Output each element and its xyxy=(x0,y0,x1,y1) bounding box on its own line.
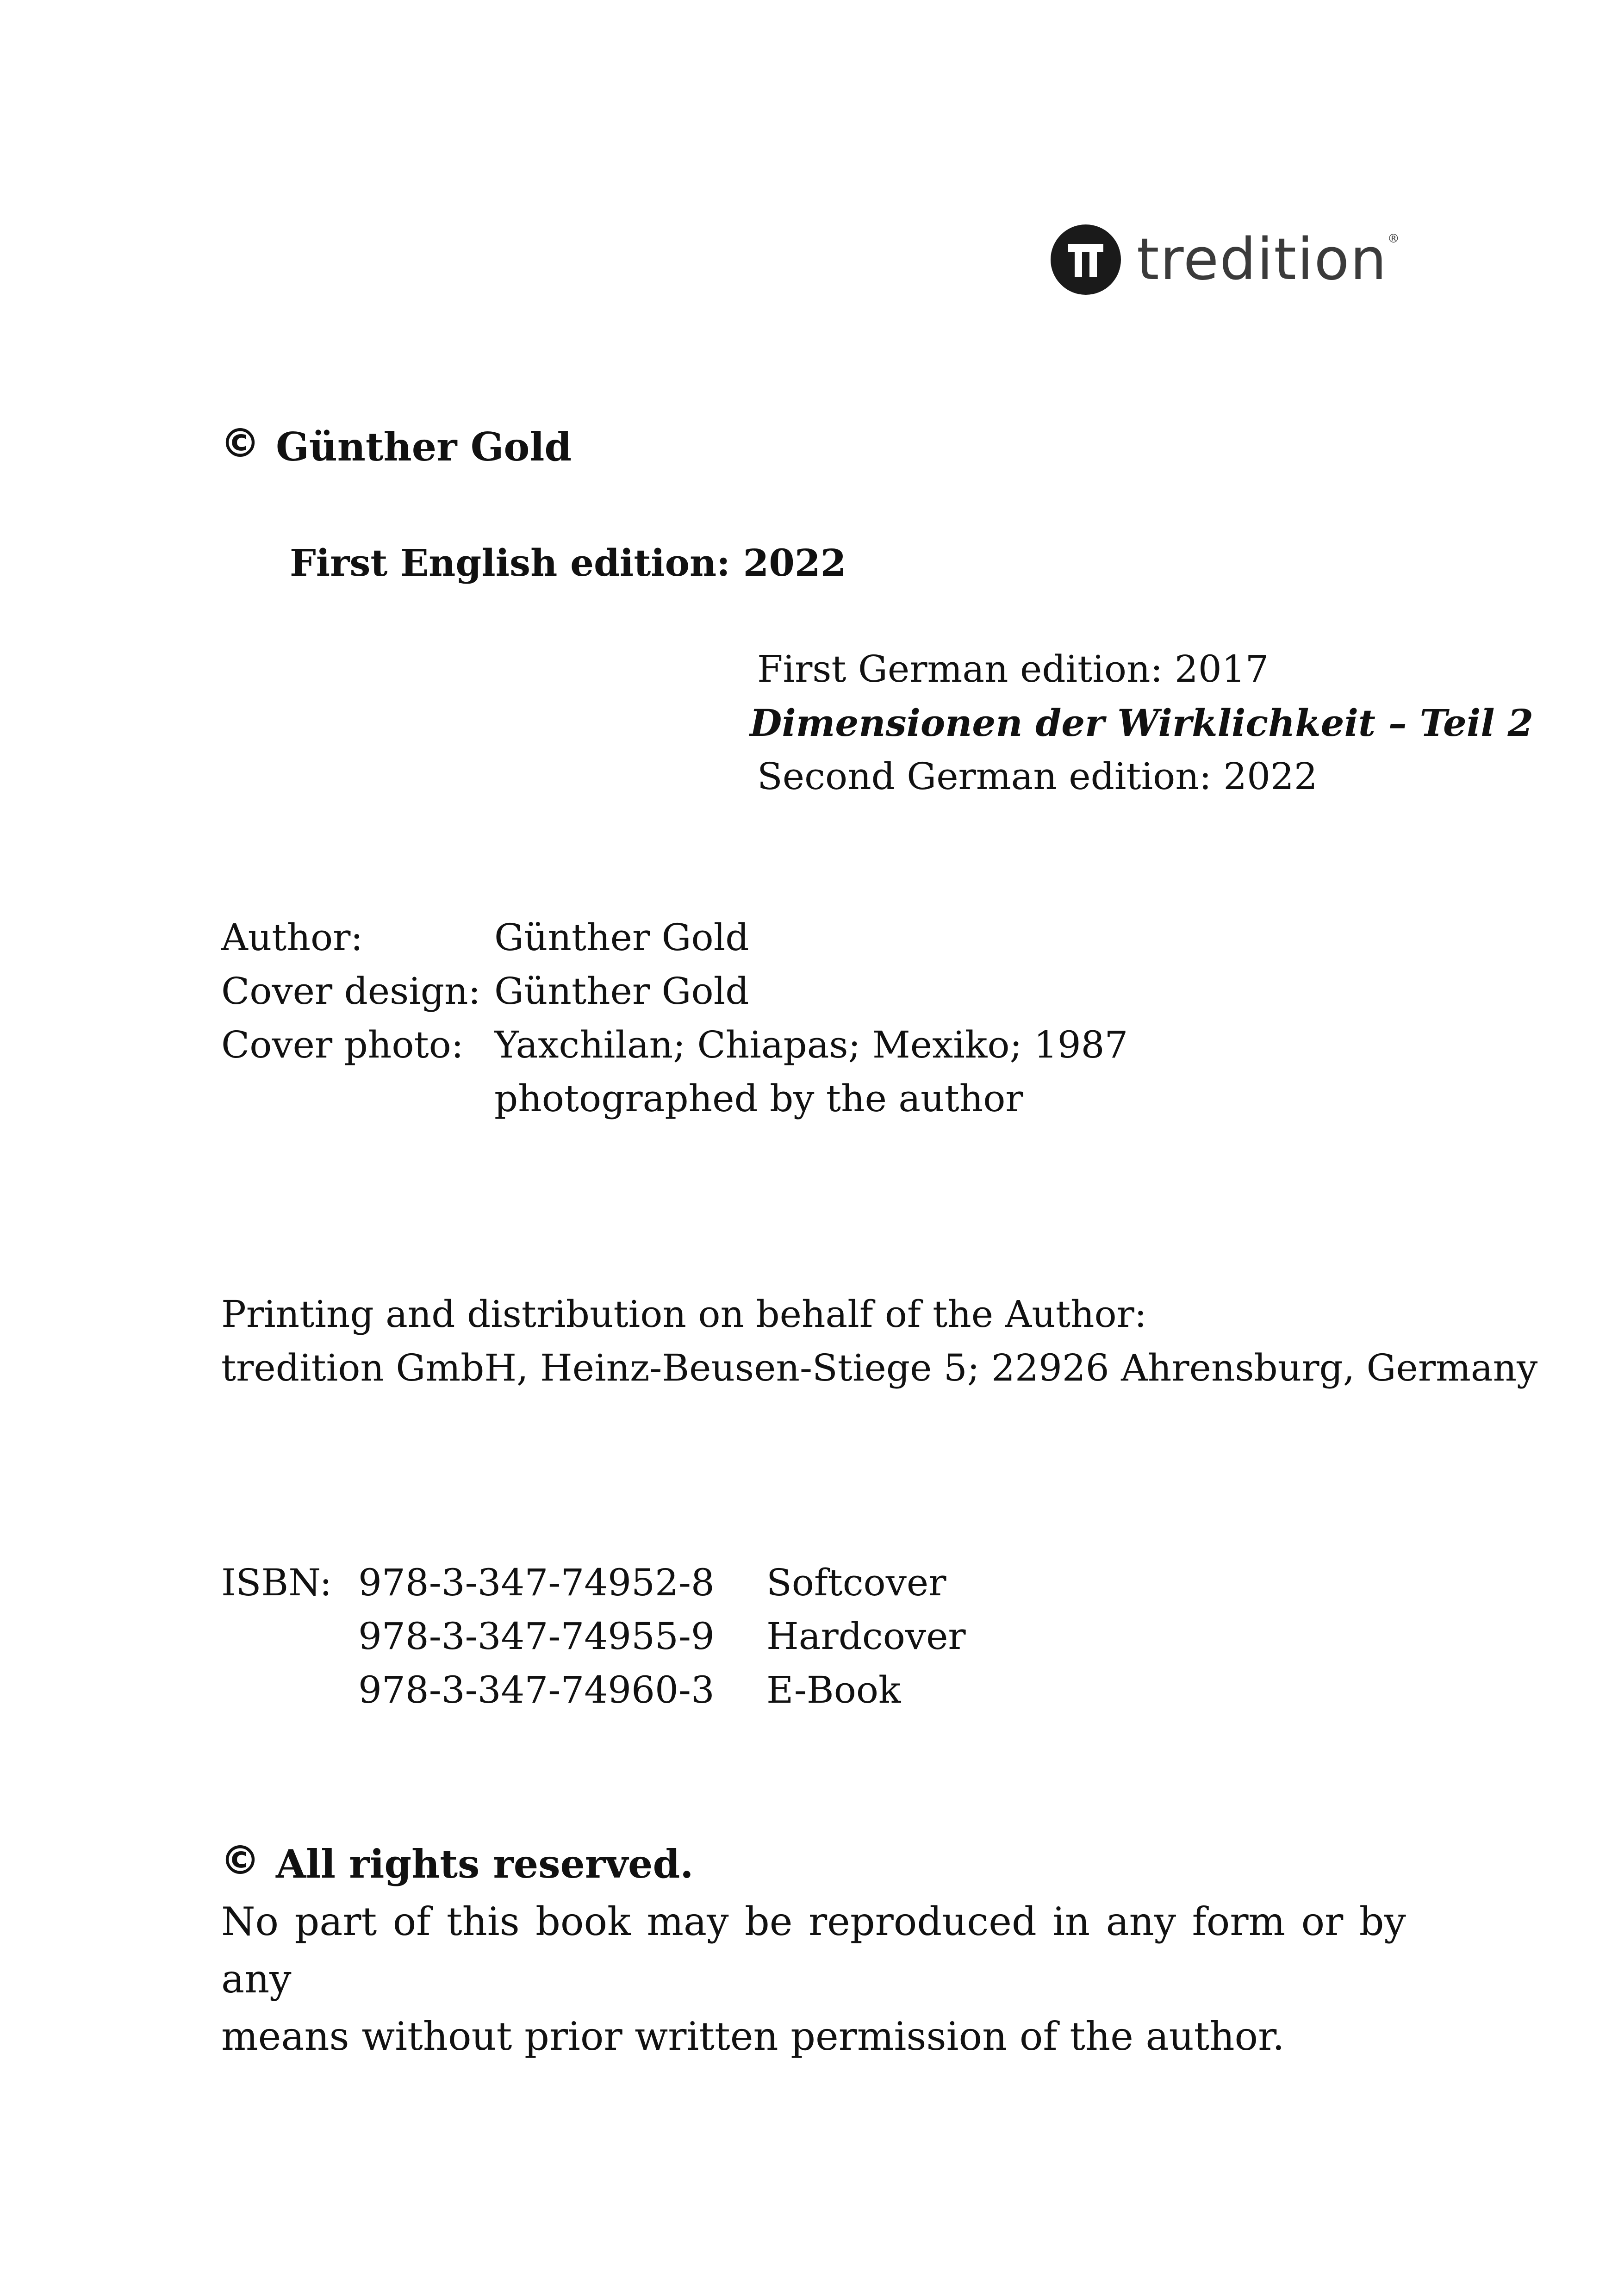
isbn-format: E-Book xyxy=(766,1668,901,1711)
credit-value: Günther Gold xyxy=(494,970,749,1013)
isbn-label: ISBN: xyxy=(221,1561,332,1604)
first-german-edition: First German edition: 2017 xyxy=(757,647,1269,691)
rights-heading-text: All rights reserved. xyxy=(276,1841,694,1887)
printing-line: Printing and distribution on behalf of the Author: xyxy=(221,1293,1147,1336)
isbn-number: 978-3-347-74952-8 xyxy=(358,1561,715,1604)
rights-text xyxy=(221,1893,1406,2065)
rights-text-line: No part of this book may be reproduced in any form or by any xyxy=(221,1899,1406,2002)
credit-value: photographed by the author xyxy=(494,1077,1023,1120)
first-english-edition: First English edition: 2022 xyxy=(290,541,846,585)
second-german-edition: Second German edition: 2022 xyxy=(757,755,1318,798)
copyright-holder xyxy=(220,420,572,474)
credit-label: Cover design: xyxy=(221,970,481,1013)
credit-label: Cover photo: xyxy=(221,1023,464,1066)
publisher-logo xyxy=(1051,220,1400,299)
credit-row-cover-photo xyxy=(221,1018,1128,1072)
credit-row-author xyxy=(221,911,749,964)
credit-value: Yaxchilan; Chiapas; Mexiko; 1987 xyxy=(494,1023,1128,1066)
registered-mark: ® xyxy=(1387,232,1400,246)
tredition-logo-icon xyxy=(1051,224,1121,295)
copyright-icon: © xyxy=(220,420,260,467)
credit-value: Günther Gold xyxy=(494,916,749,959)
logo-text: tredition xyxy=(1137,226,1388,293)
credit-row-cover-design xyxy=(221,964,749,1018)
isbn-format: Softcover xyxy=(766,1561,946,1604)
copyright-icon: © xyxy=(220,1837,260,1884)
rights-heading xyxy=(220,1837,693,1891)
distributor-address: tredition GmbH, Heinz-Beusen-Stiege 5; 22926 Ahrensburg, Germany xyxy=(221,1346,1538,1389)
german-title: Dimensionen der Wirklichkeit – Teil 2 xyxy=(750,701,1534,745)
credit-row-photo-note xyxy=(221,1072,1023,1126)
copyright-holder-name: Günther Gold xyxy=(276,424,572,470)
isbn-format: Hardcover xyxy=(766,1615,966,1658)
isbn-number: 978-3-347-74955-9 xyxy=(358,1615,715,1658)
isbn-row xyxy=(221,1610,966,1663)
rights-text-line: means without prior written permission of the author. xyxy=(221,2014,1285,2059)
isbn-row xyxy=(221,1663,901,1717)
credit-label: Author: xyxy=(221,916,363,959)
logo-wordmark xyxy=(1137,226,1400,293)
isbn-number: 978-3-347-74960-3 xyxy=(358,1668,715,1711)
isbn-row xyxy=(221,1556,946,1610)
